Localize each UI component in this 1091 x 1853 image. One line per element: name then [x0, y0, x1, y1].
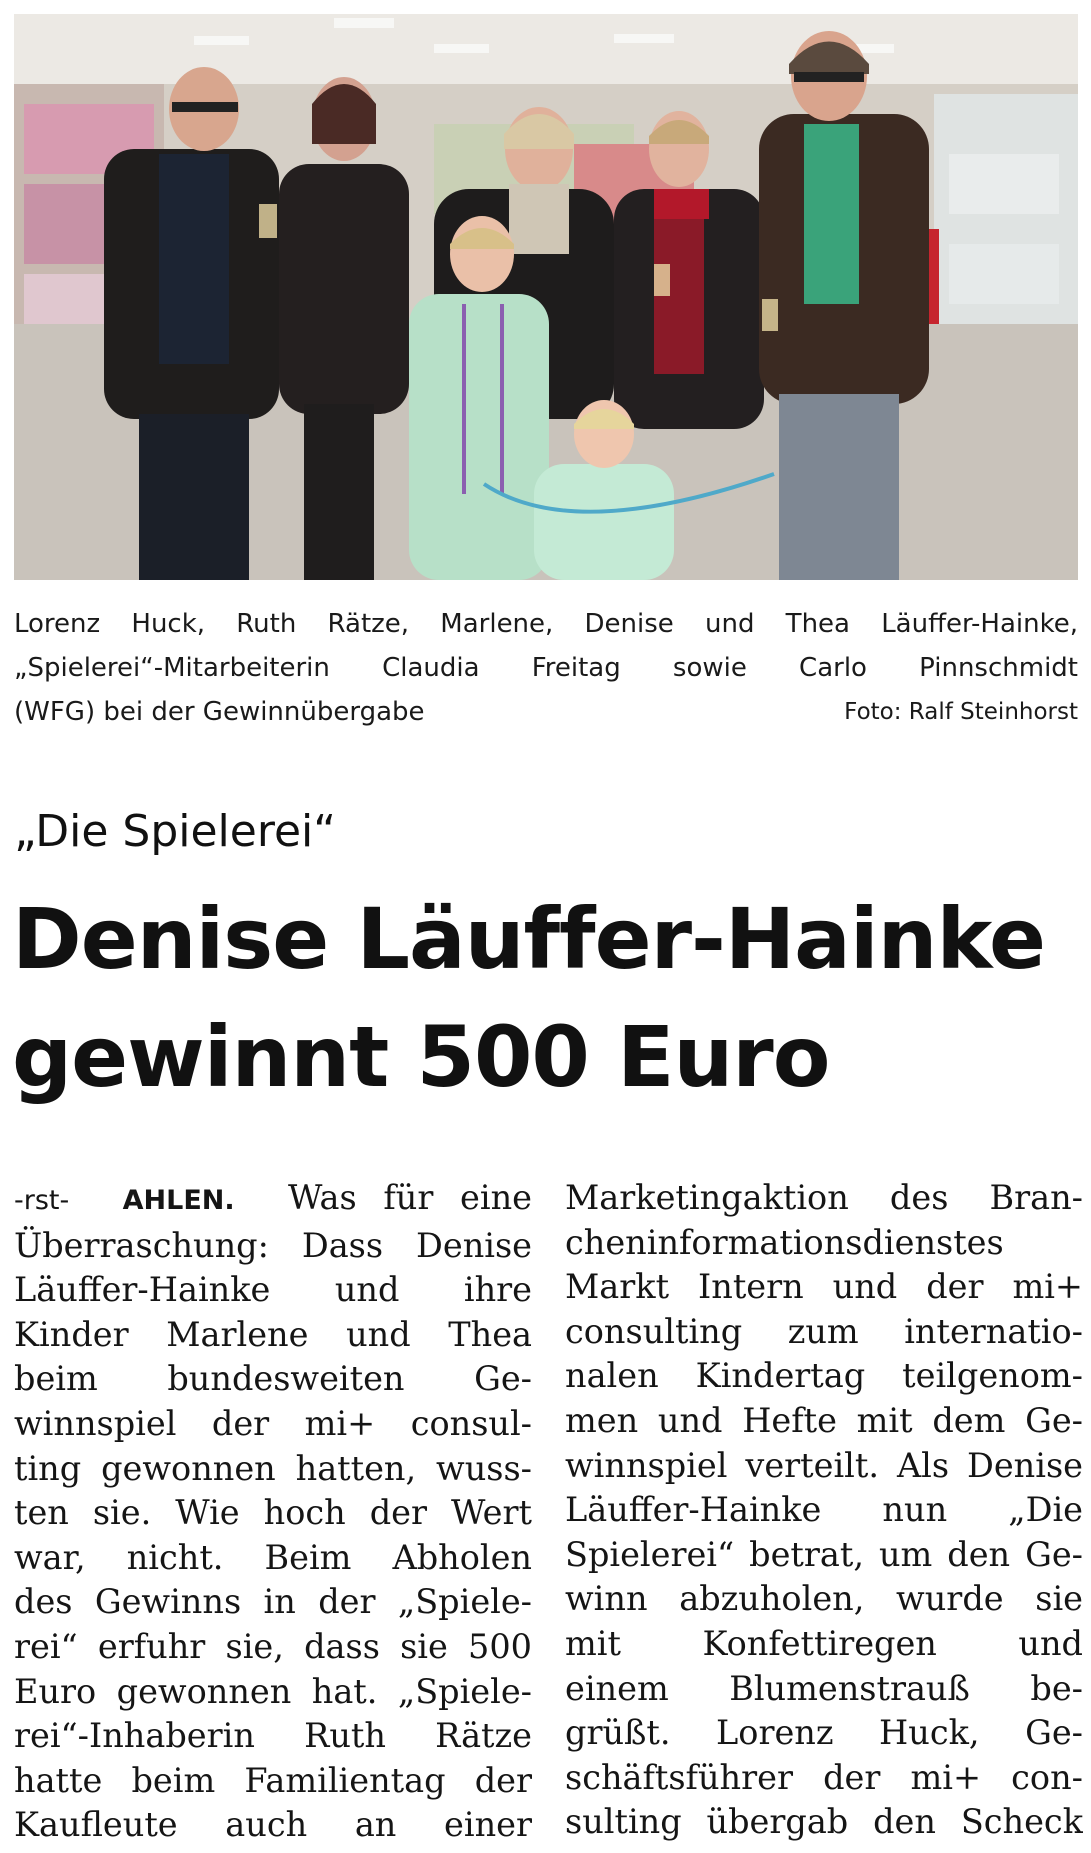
body-line: des Gewinns in der „Spiele- [14, 1582, 532, 1622]
body-line: hatte beim Familientag der [14, 1760, 532, 1800]
body-line: rei“-Inhaberin Ruth Rätze [14, 1716, 532, 1756]
body-line: consulting zum internatio- [565, 1311, 1083, 1351]
body-line: ting gewonnen hatten, wuss- [14, 1448, 532, 1488]
body-line: cheninformationsdienstes [565, 1222, 1004, 1262]
body-line: grüßt. Lorenz Huck, Ge- [565, 1713, 1083, 1753]
body-line: Überraschung: Dass Denise [14, 1225, 532, 1265]
body-line: Kaufleute auch an einer [14, 1805, 532, 1845]
photo-credit: Foto: Ralf Steinhorst [844, 699, 1078, 725]
caption-line: Lorenz Huck, Ruth Rätze, Marlene, Denise und Thea Läuffer-Hainke, [14, 609, 1078, 639]
body-line: mit Konfettiregen und [565, 1623, 1083, 1663]
body-line: war, nicht. Beim Abholen [14, 1537, 532, 1577]
headline-line: gewinnt 500 Euro [12, 1008, 830, 1106]
dateline-city: AHLEN. [122, 1185, 235, 1216]
body-line: Spielerei“ betrat, um den Ge- [565, 1534, 1083, 1574]
body-line: Euro gewonnen hat. „Spiele- [14, 1671, 532, 1711]
body-line: rei“ erfuhr sie, dass sie 500 [14, 1626, 532, 1666]
article-kicker: „Die Spielerei“ [14, 806, 337, 857]
body-line: Läuffer-Hainke und ihre [14, 1270, 532, 1310]
headline-line: Denise Läuffer-Hainke [12, 890, 1046, 988]
caption-line-last [14, 690, 1078, 734]
body-line: schäftsführer der mi+ con- [565, 1757, 1083, 1797]
body-line: Markt Intern und der mi+ [565, 1267, 1083, 1307]
body-line: men und Hefte mit dem Ge- [565, 1400, 1083, 1440]
group-photo-illustration [14, 14, 1078, 580]
body-line-text: Was für eine [288, 1178, 532, 1217]
dateline: -rst- [14, 1185, 70, 1216]
body-line: Marketingaktion des Bran- [565, 1178, 1083, 1217]
body-line: ten sie. Wie hoch der Wert [14, 1493, 532, 1533]
body-line: beim bundesweiten Ge- [14, 1359, 532, 1399]
photo-caption [14, 602, 1078, 734]
body-line: Läuffer-Hainke nun „Die [565, 1490, 1083, 1530]
caption-line: „Spielerei“-Mitarbeiterin Claudia Freitag sowie Carlo Pinnschmidt [14, 653, 1078, 683]
body-line: nalen Kindertag teilgenom- [565, 1356, 1083, 1396]
body-line: winnspiel verteilt. Als Denise [565, 1445, 1083, 1485]
body-line: einem Blumenstrauß be- [565, 1668, 1083, 1708]
article-photo [14, 14, 1078, 580]
article-column-1 [14, 1176, 532, 1848]
body-line: Kinder Marlene und Thea [14, 1314, 532, 1354]
body-line: sulting übergab den Scheck [565, 1802, 1083, 1842]
body-line: winnspiel der mi+ consul- [14, 1403, 532, 1443]
article-headline [12, 880, 1082, 1116]
article-column-2 [565, 1176, 1083, 1845]
body-line [14, 1176, 532, 1224]
caption-line: (WFG) bei der Gewinnübergabe [14, 697, 425, 727]
body-line: winn abzuholen, wurde sie [565, 1579, 1083, 1619]
